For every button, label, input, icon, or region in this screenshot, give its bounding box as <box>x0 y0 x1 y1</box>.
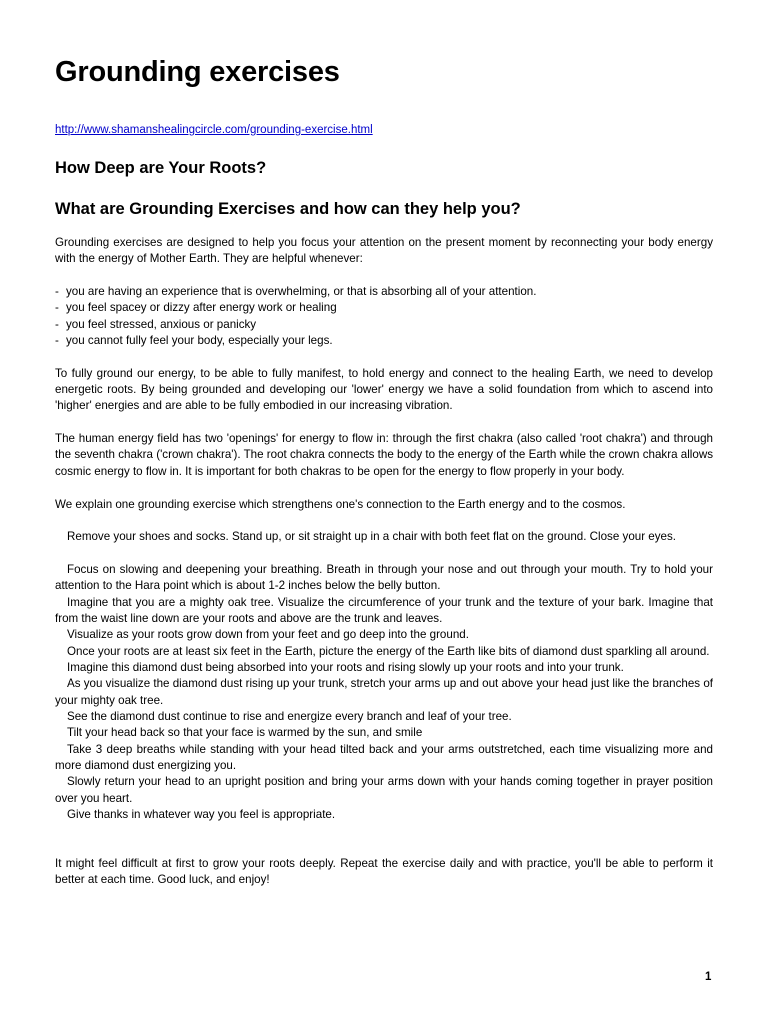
list-item: - you cannot fully feel your body, especially your legs. <box>55 333 713 349</box>
step-intro-block <box>55 529 713 545</box>
step-item: Imagine that you are a mighty oak tree. Visualize the circumference of your trunk and the texture of your bark. Imagine that from the waist line down are your roots and above are the trunk and leaves. <box>55 595 713 625</box>
list-item: - you are having an experience that is overwhelming, or that is absorbing all of your attention. <box>55 284 713 300</box>
list-item: - you feel stressed, anxious or panicky <box>55 317 713 333</box>
explain-paragraph: We explain one grounding exercise which strengthens one's connection to the Earth energy and to the cosmos. <box>55 497 626 511</box>
step-item: Give thanks in whatever way you feel is appropriate. <box>67 808 336 822</box>
source-link[interactable]: http://www.shamanshealingcircle.com/grounding-exercise.html <box>55 124 373 136</box>
page-title: Grounding exercises <box>55 56 340 88</box>
step-item: As you visualize the diamond dust rising up your trunk, stretch your arms up and out above your head just like the branches of your mighty oak tree. <box>55 677 713 707</box>
closing-paragraph: It might feel difficult at first to grow your roots deeply. Repeat the exercise daily and with practice, you'll be able to perform it better at each time. Good luck, and enjoy! <box>55 857 713 887</box>
step-item: Imagine this diamond dust being absorbed into your roots and rising slowly up your roots and into your trunk. <box>67 660 624 674</box>
body-text <box>55 235 713 905</box>
step-item: Take 3 deep breaths while standing with your head tilted back and your arms outstretched, each time visualizing more and more diamond dust energizing you. <box>55 742 713 772</box>
list-item: - you feel spacey or dizzy after energy work or healing <box>55 300 713 316</box>
step-item: Tilt your head back so that your face is warmed by the sun, and smile <box>67 726 423 740</box>
step-item: See the diamond dust continue to rise and energize every branch and leaf of your tree. <box>67 709 512 723</box>
page-number: 1 <box>705 971 712 983</box>
roots-paragraph: To fully ground our energy, to be able to fully manifest, to hold energy and connect to the healing Earth, we need to develop energetic roots. By being grounded and developing our 'lower' energy we have a solid foundation from which to ascend into 'higher' energies and are able to be fully embodied in our increasing vibration. <box>55 366 713 413</box>
intro-paragraph: Grounding exercises are designed to help you focus your attention on the present moment by reconnecting your body energy with the energy of Mother Earth. They are helpful whenever: <box>55 236 713 266</box>
step-item: Slowly return your head to an upright position and bring your arms down with your hands coming together in prayer position over you heart. <box>55 775 713 805</box>
chakras-paragraph: The human energy field has two 'openings' for energy to flow in: through the first chakra (also called 'root chakra') and through the seventh chakra ('crown chakra'). The root chakra connects the body to the energy of the Earth while the crown chakra allows cosmic energy to flow in. It is important for both chakras to be open for the energy to flow properly in your body. <box>55 432 713 478</box>
step-item: Once your roots are at least six feet in the Earth, picture the energy of the Earth like bits of diamond dust sparkling all around. <box>67 644 710 658</box>
step-item: Visualize as your roots grow down from your feet and go deep into the ground. <box>67 628 469 642</box>
heading-roots: How Deep are Your Roots? <box>55 159 267 177</box>
heading-what: What are Grounding Exercises and how can they help you? <box>55 200 521 218</box>
symptom-list <box>55 284 713 349</box>
step-item: Focus on slowing and deepening your breathing. Breath in through your nose and out through your mouth. Try to hold your attention to the Hara point which is about 1-2 inches below the belly button. <box>55 562 713 593</box>
step-item: Remove your shoes and socks. Stand up, or sit straight up in a chair with both feet flat on the ground. Close your eyes. <box>67 530 677 544</box>
exercise-steps <box>55 562 713 824</box>
